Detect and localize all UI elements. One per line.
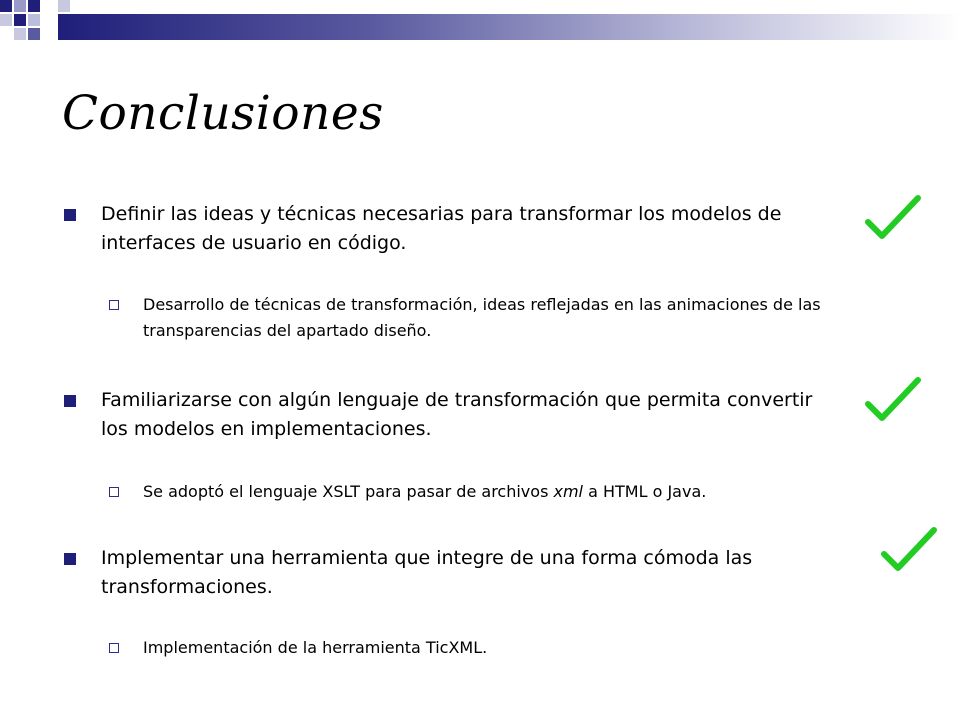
square-bullet-icon: [64, 395, 76, 407]
sub-bullet-text-3: Implementación de la herramienta TicXML.: [143, 638, 488, 657]
sub-bullet-text-2-em: xml: [553, 482, 583, 501]
bullet-text-1: Definir las ideas y técnicas necesarias para transformar los modelos de interfaces de usuario en código.: [101, 203, 782, 254]
hollow-square-icon: [109, 300, 119, 310]
hollow-square-icon: [109, 487, 119, 497]
check-mark-icon: [864, 374, 922, 426]
sub-bullet-text-2-start: Se adoptó el lenguaje XSLT para pasar de archivos: [143, 482, 554, 501]
check-mark-icon: [880, 524, 938, 576]
bullet-text-2: Familiarizarse con algún lenguaje de transformación que permita convertir los modelos en implementaciones.: [101, 389, 813, 440]
square-bullet-icon: [64, 553, 76, 565]
sub-bullet-text-2-end: a HTML o Java.: [582, 482, 707, 501]
sub-bullet-text-1: Desarrollo de técnicas de transformación, ideas reflejadas en las animaciones de las transparencias del apartado diseño.: [143, 295, 821, 340]
bullet-text-3: Implementar una herramienta que integre de una forma cómoda las transformaciones.: [101, 547, 753, 598]
sub-bullet-text-2: [143, 479, 853, 505]
slide-title: Conclusiones: [62, 86, 384, 141]
check-mark-icon: [864, 192, 922, 244]
header-decoration: [0, 0, 960, 60]
square-bullet-icon: [64, 209, 76, 221]
hollow-square-icon: [109, 643, 119, 653]
